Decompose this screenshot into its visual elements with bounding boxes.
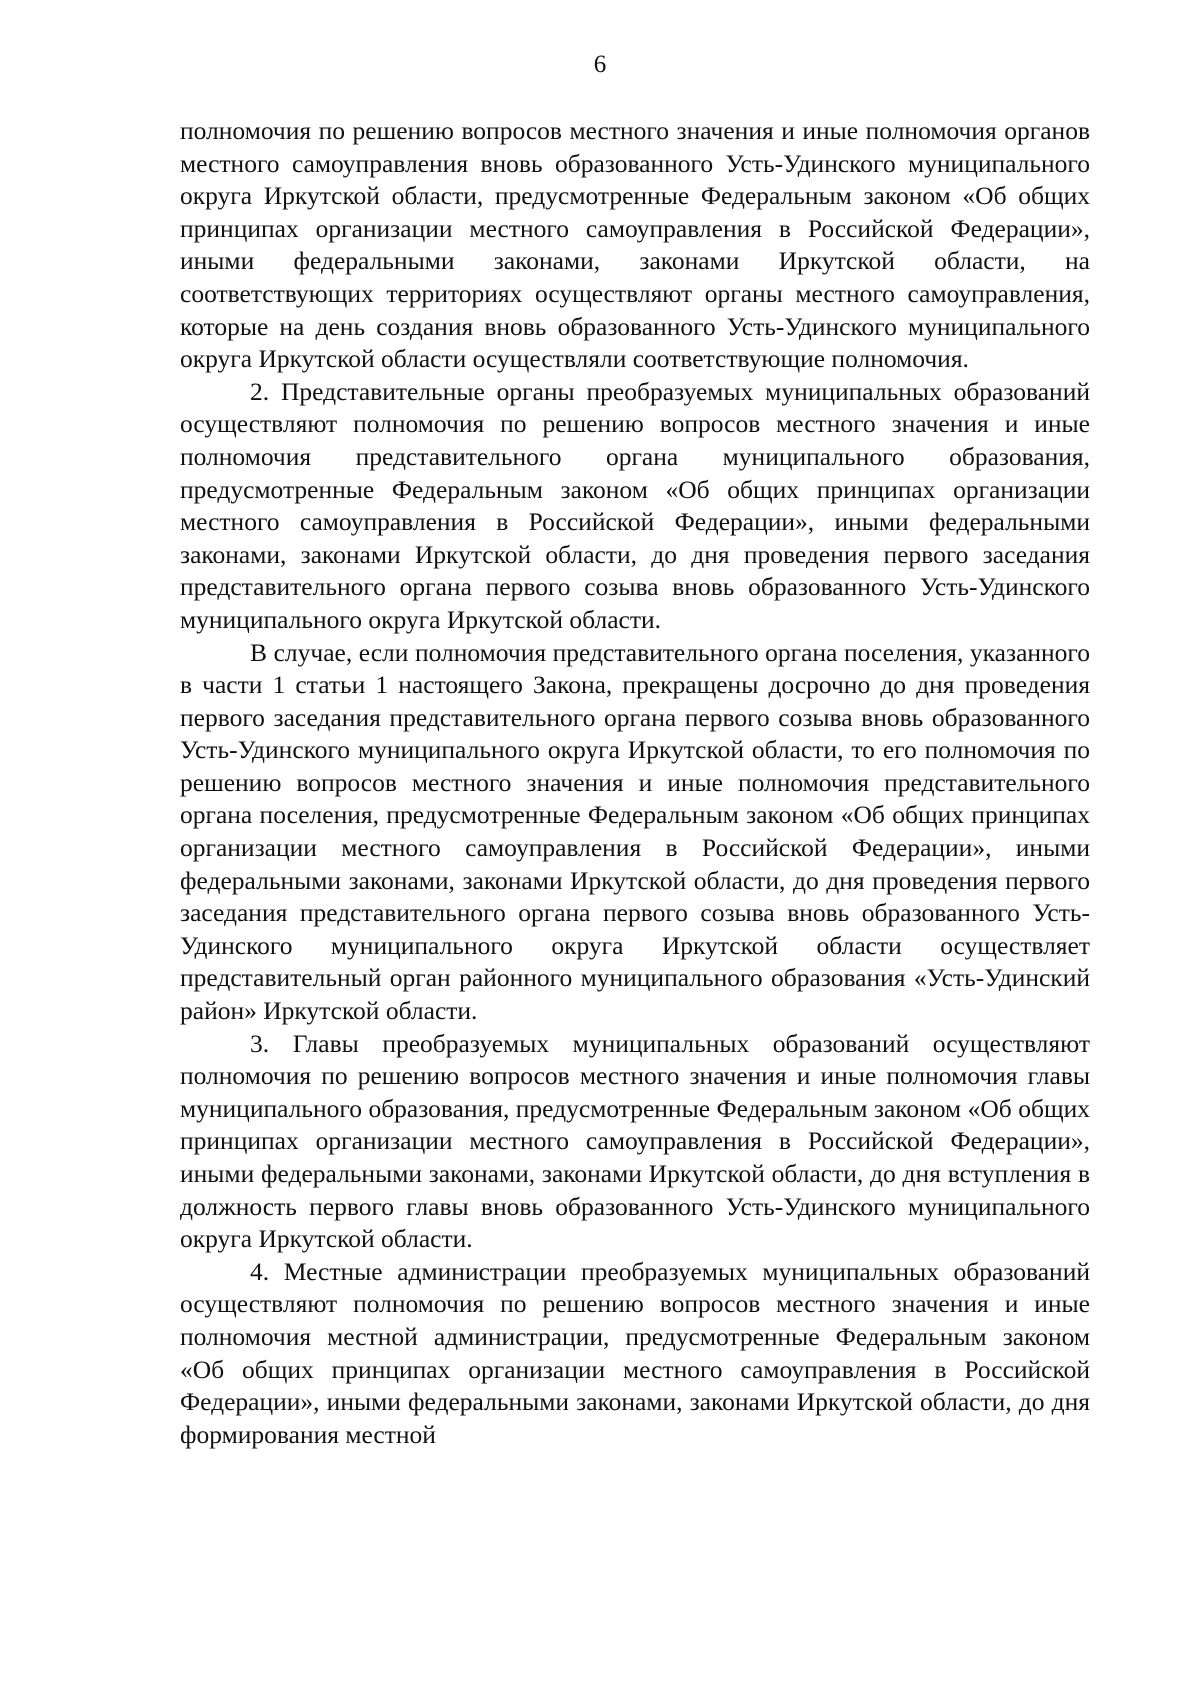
paragraph-continuation: полномочия по решению вопросов местного значения и иные полномочия органов местного самоуправления вновь образованного Усть-Удинского муниципального округа Иркутской области, предусмотренные Федеральным законом «Об общих принципах организации местного самоуправления в Российской Федерации», иными федеральными законами, законами Иркутской области, на соответствующих территориях осуществляют органы местного самоуправления, которые на день создания вновь образованного Усть-Удинского муниципального округа Иркутской области осуществляли соответствующие полномочия. (180, 116, 1090, 374)
document-body (180, 115, 1090, 1451)
page-number: 6 (593, 51, 607, 78)
paragraph-item-4: 4. Местные администрации преобразуемых муниципальных образований осуществляют полномочия по решению вопросов местного значения и иные полномочия местной администрации, предусмотренные Федеральным законом «Об общих принципах организации местного самоуправления в Российской Федерации», иными федеральными законами, законами Иркутской области, до дня формирования местной (180, 1256, 1090, 1449)
paragraph-item-2: 2. Представительные органы преобразуемых муниципальных образований осуществляют полномочия по решению вопросов местного значения и иные полномочия представительного органа муниципального образования, предусмотренные Федеральным законом «Об общих принципах организации местного самоуправления в Российской Федерации», иными федеральными законами, законами Иркутской области, до дня проведения первого заседания представительного органа первого созыва вновь образованного Усть-Удинского муниципального округа Иркутской области. (180, 376, 1090, 634)
paragraph-item-3: 3. Главы преобразуемых муниципальных образований осуществляют полномочия по решению вопросов местного значения и иные полномочия главы муниципального образования, предусмотренные Федеральным законом «Об общих принципах организации местного самоуправления в Российской Федерации», иными федеральными законами, законами Иркутской области, до дня вступления в должность первого главы вновь образованного Усть-Удинского муниципального округа Иркутской области. (180, 1028, 1090, 1254)
paragraph-item-2-case: В случае, если полномочия представительного органа поселения, указанного в части 1 статьи 1 настоящего Закона, прекращены досрочно до дня проведения первого заседания представительного органа первого созыва вновь образованного Усть-Удинского муниципального округа Иркутской области, то его полномочия по решению вопросов местного значения и иные полномочия представительного органа поселения, предусмотренные Федеральным законом «Об общих принципах организации местного самоуправления в Российской Федерации», иными федеральными законами, законами Иркутской области, до дня проведения первого заседания представительного органа первого созыва вновь образованного Усть-Удинского муниципального округа Иркутской области осуществляет представительный орган районного муниципального образования «Усть-Удинский район» Иркутской области. (180, 637, 1090, 1026)
